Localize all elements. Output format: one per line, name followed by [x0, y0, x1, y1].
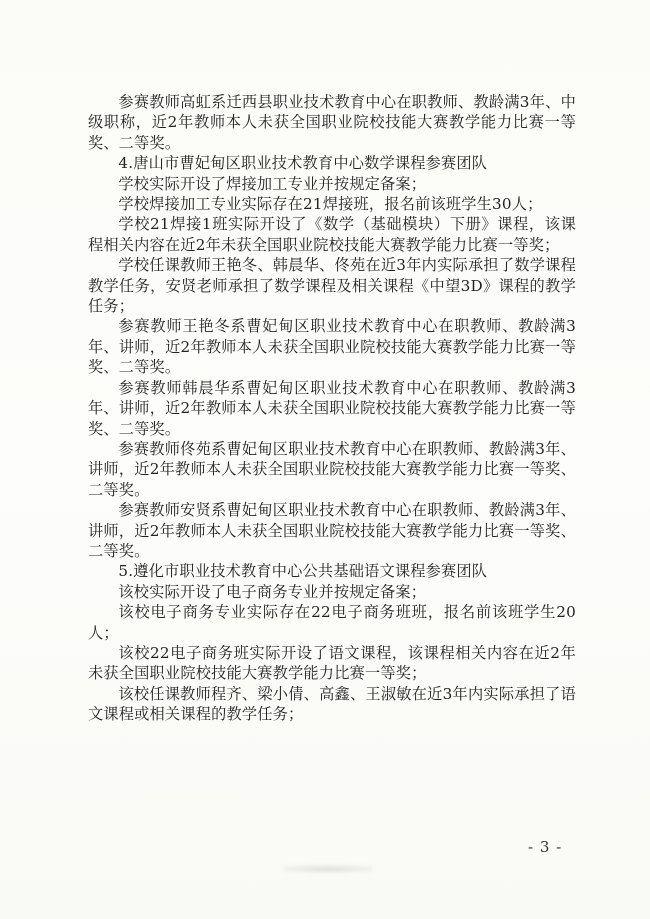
- heading-team-4: 4.唐山市曹妃甸区职业技术教育中心数学课程参赛团队: [118, 154, 488, 173]
- paragraph-an-xian: 参赛教师安贤系曹妃甸区职业技术教育中心在职教师、教龄满3年、讲师，近2年教师本人未获全国职业院校技能大赛教学能力比赛一等奖、二等奖。: [88, 501, 576, 560]
- paragraph-chinese-teachers: 该校任课教师程齐、梁小倩、高鑫、王淑敏在近3年内实际承担了语文课程或相关课程的教学任务；: [88, 684, 576, 724]
- paragraph-wang-yandong: 参赛教师王艳冬系曹妃甸区职业技术教育中心在职教师、教龄满3年、讲师，近2年教师本人未获全国职业院校技能大赛教学能力比赛一等奖、二等奖。: [88, 317, 576, 377]
- page-number: - 3 -: [528, 838, 563, 856]
- heading-team-5: 5.遵化市职业技术教育中心公共基础语文课程参赛团队: [118, 562, 488, 581]
- show-through-mark: [283, 866, 373, 872]
- document-body: [88, 92, 576, 725]
- paragraph-welding-major: 学校实际开设了焊接加工专业并按规定备案；: [118, 174, 427, 193]
- paragraph-gao-hong: 参赛教师高虹系迁西县职业技术教育中心在职教师、教龄满3年、中级职称，近2年教师本人未获全国职业院校技能大赛教学能力比赛一等奖、二等奖。: [88, 93, 576, 152]
- paragraph-chinese-course: 该校22电子商务班实际开设了语文课程，该课程相关内容在近2年未获全国职业院校技能大赛教学能力比赛一等奖；: [88, 643, 576, 683]
- paragraph-math-teachers: 学校任课教师王艳冬、韩晨华、佟苑在近3年内实际承担了数学课程教学任务，安贤老师承担了数学课程及相关课程《中望3D》课程的教学任务；: [88, 256, 576, 316]
- paragraph-han-chenhua: 参赛教师韩晨华系曹妃甸区职业技术教育中心在职教师、教龄满3年、讲师，近2年教师本人未获全国职业院校技能大赛教学能力比赛一等奖、二等奖。: [88, 378, 576, 438]
- paragraph-ecommerce-major: 该校实际开设了电子商务专业并按规定备案；: [118, 582, 427, 601]
- paragraph-tong-yuan: 参赛教师佟苑系曹妃甸区职业技术教育中心在职教师、教龄满3年、讲师，近2年教师本人未获全国职业院校技能大赛教学能力比赛一等奖、二等奖。: [88, 439, 576, 499]
- paragraph-welding-class: 学校焊接加工专业实际存在21焊接班，报名前该班学生30人；: [118, 195, 543, 214]
- paragraph-ecommerce-class: 该校电子商务专业实际存在22电子商务班班，报名前该班学生20人；: [88, 603, 576, 642]
- paragraph-math-course: 学校21焊接1班实际开设了《数学（基础模块）下册》课程，该课程相关内容在近2年未获全国职业院校技能大赛教学能力比赛一等奖；: [88, 215, 576, 254]
